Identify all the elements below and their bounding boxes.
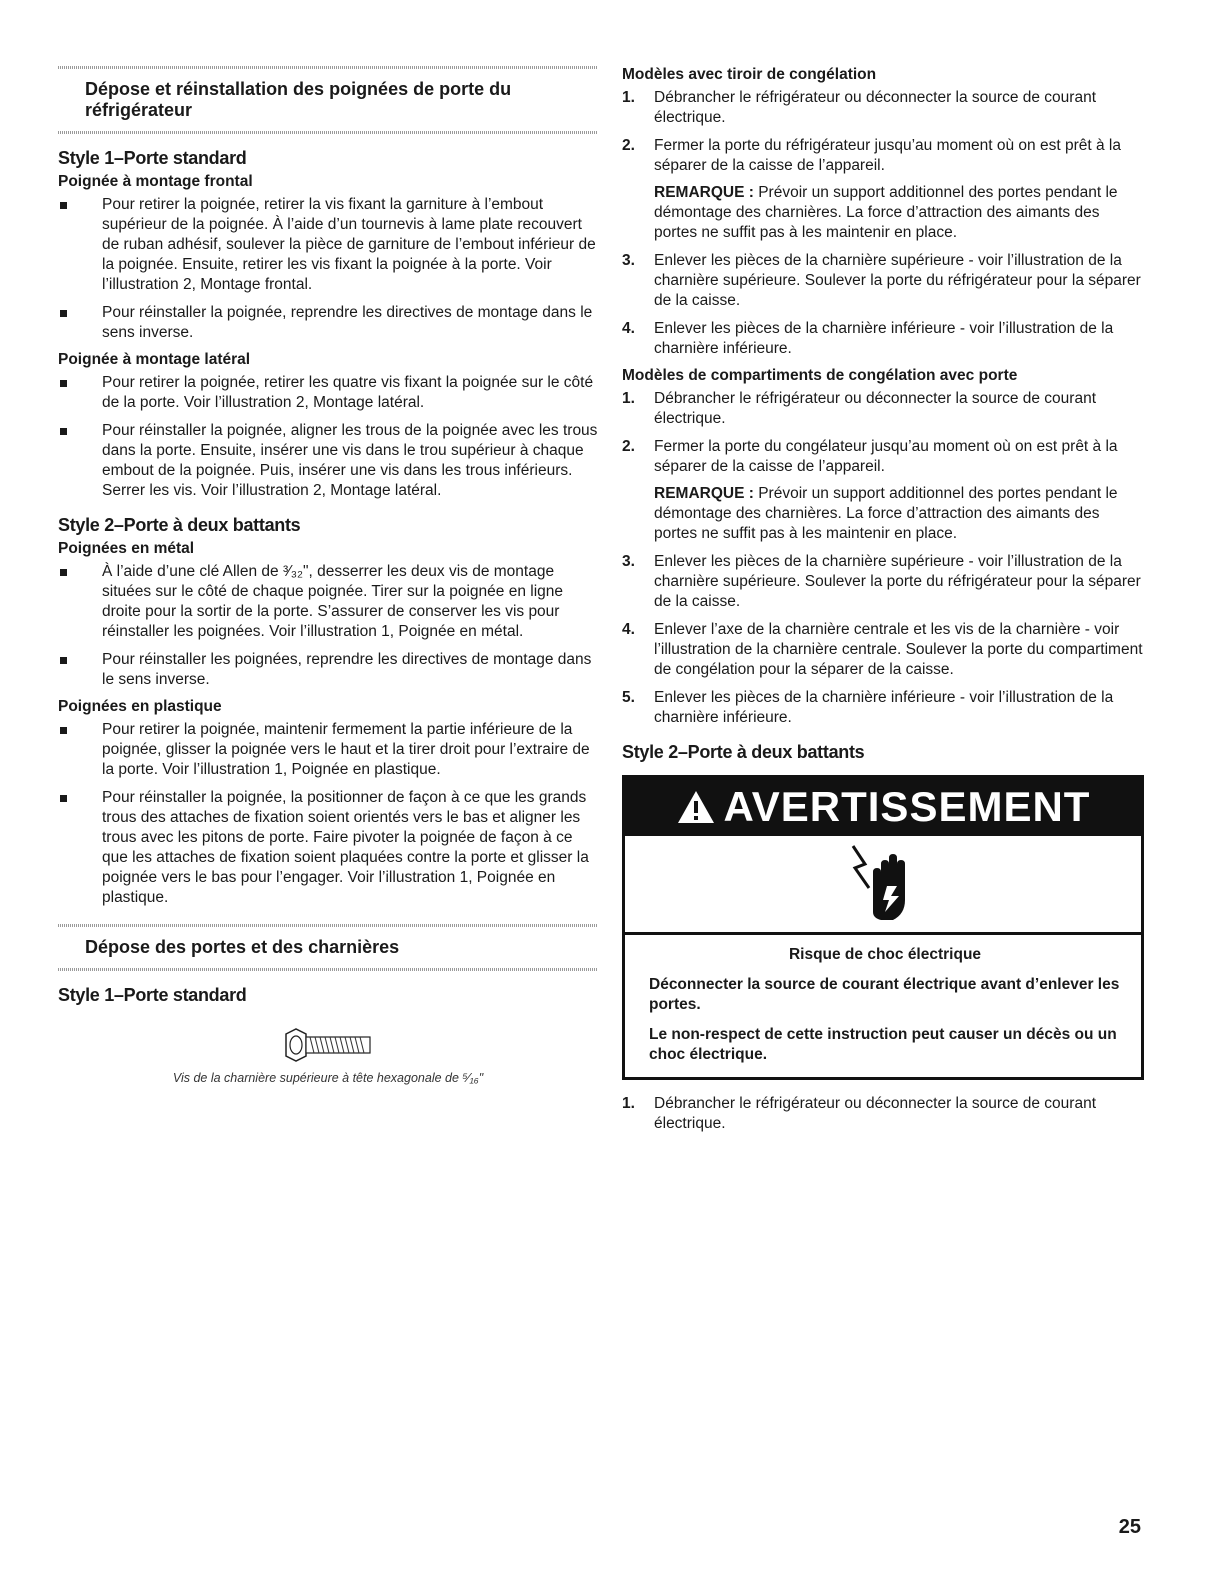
style1-title: Style 1–Porte standard xyxy=(58,148,247,168)
freezer-door-title: Modèles de compartiments de congélation avec porte xyxy=(622,367,1018,384)
page-number: 25 xyxy=(1118,1516,1141,1538)
list-item: 5. Enlever les pièces de la charnière inférieure - voir l’illustration de la charnière inférieure. xyxy=(622,689,1114,726)
electric-shock-icon xyxy=(847,842,919,926)
bullet-icon xyxy=(60,202,67,209)
warning-header xyxy=(625,778,1141,836)
side-mount-list xyxy=(58,373,598,501)
metal-handles-title: Poignées en métal xyxy=(58,540,195,557)
list-item: 1. Débrancher le réfrigérateur ou déconnecter la source de courant électrique. xyxy=(622,1095,1097,1132)
style1b-title: Style 1–Porte standard xyxy=(58,985,247,1005)
style2-title-right: Style 2–Porte à deux battants xyxy=(622,742,865,762)
bullet-icon xyxy=(60,657,67,664)
freezer-drawer-title: Modèles avec tiroir de congélation xyxy=(622,66,877,83)
left-column xyxy=(58,66,598,1085)
list-item: Pour retirer la poignée, retirer les quatre vis fixant la poignée sur le côté de la porte. Voir l’illustration 2, Montage latéral. xyxy=(58,373,598,413)
list-item: Pour réinstaller la poignée, aligner les trous de la poignée avec les trous dans la porte. Ensuite, insérer une vis dans le trou supérieur à chaque embout de la poignée. Puis, insérer une vis dans les trous inférieurs. Serrer les vis. Voir l’illustration 2, Montage latéral. xyxy=(58,421,598,501)
list-item: 3. Enlever les pièces de la charnière supérieure - voir l’illustration de la charnière supérieure. Soulever la porte du réfrigérateur pour la séparer de la caisse. xyxy=(622,252,1141,309)
warning-line: Le non-respect de cette instruction peut causer un décès ou un choc électrique. xyxy=(649,1026,1117,1063)
list-item: Pour retirer la poignée, maintenir fermement la partie inférieure de la poignée, glisser la poignée vers le haut et la tirer droit pour l’extraire de la porte. Voir l’illustration 1, Poignée en plastique. xyxy=(58,720,598,780)
bullet-icon xyxy=(60,428,67,435)
bullet-icon xyxy=(60,569,67,576)
list-item: Pour réinstaller la poignée, la positionner de façon à ce que les grands trous des attaches de fixation soient orientés vers le bas et aligner les trous avec les pitons de porte. Faire pivoter la poignée de façon à ce que les attaches de fixation soient plaquées contre la porte et glisser la poignée vers le bas pour l’engager. Voir l’illustration 1, Poignée en plastique. xyxy=(58,788,598,908)
bullet-icon xyxy=(60,727,67,734)
hex-screw-figure xyxy=(58,1028,598,1085)
hex-screw-icon xyxy=(280,1028,376,1062)
style2-steps xyxy=(622,1094,1144,1134)
plastic-handles-list xyxy=(58,720,598,908)
note: REMARQUE : Prévoir un support additionnel des portes pendant le démontage des charnières. La force d’attraction des aimants des portes ne suffit pas à les maintenir en place. xyxy=(654,184,1118,241)
warning-triangle-icon xyxy=(676,789,716,825)
bullet-icon xyxy=(60,310,67,317)
bullet-icon xyxy=(60,795,67,802)
right-column xyxy=(622,66,1144,1142)
list-item: 2. Fermer la porte du réfrigérateur jusqu’au moment où on est prêt à la séparer de la caisse de l’appareil. REMARQUE : Prévoir un support additionnel des portes pendant le démontage des charnières. La force d’attraction des aimants des portes ne suffit pas à les maintenir en place. xyxy=(622,136,1144,243)
side-mount-title: Poignée à montage latéral xyxy=(58,351,251,368)
electric-shock-figure xyxy=(625,836,1141,935)
list-item: 1. Débrancher le réfrigérateur ou déconnecter la source de courant électrique. xyxy=(622,390,1097,427)
warning-body xyxy=(625,935,1141,1077)
list-item: À l’aide d’une clé Allen de ³⁄₃₂", desserrer les deux vis de montage situées sur le côté de chaque poignée. Tirer sur la poignée en ligne droite pour la sortir de la porte. S’assurer de conserver les vis pour réinstaller les poignées. Voir l’illustration 1, Poignée en métal. xyxy=(58,562,598,642)
section-title-handles: Dépose et réinstallation des poignées de porte du réfrigérateur xyxy=(85,79,512,120)
style2-title: Style 2–Porte à deux battants xyxy=(58,515,301,535)
list-item: 4. Enlever l’axe de la charnière centrale et les vis de la charnière - voir l’illustration de la charnière centrale. Soulever la porte du compartiment de congélation pour la séparer de la caisse. xyxy=(622,621,1143,678)
front-mount-title: Poignée à montage frontal xyxy=(58,173,253,190)
metal-handles-list xyxy=(58,562,598,690)
divider xyxy=(58,968,598,971)
plastic-handles-title: Poignées en plastique xyxy=(58,698,222,715)
list-item: 2. Fermer la porte du congélateur jusqu’au moment où on est prêt à la séparer de la caisse de l’appareil. REMARQUE : Prévoir un support additionnel des portes pendant le démontage des charnières. La force d’attraction des aimants des portes ne suffit pas à les maintenir en place. xyxy=(622,437,1144,544)
freezer-drawer-steps xyxy=(622,88,1144,359)
list-item: 4. Enlever les pièces de la charnière inférieure - voir l’illustration de la charnière inférieure. xyxy=(622,320,1114,357)
list-item: Pour réinstaller la poignée, reprendre les directives de montage dans le sens inverse. xyxy=(58,303,598,343)
hazard-title: Risque de choc électrique xyxy=(788,946,982,963)
note: REMARQUE : Prévoir un support additionnel des portes pendant le démontage des charnières. La force d’attraction des aimants des portes ne suffit pas à les maintenir en place. xyxy=(654,485,1118,542)
section-title-doors: Dépose des portes et des charnières xyxy=(85,937,400,957)
list-item: 3. Enlever les pièces de la charnière supérieure - voir l’illustration de la charnière supérieure. Soulever la porte du réfrigérateur pour la séparer de la caisse. xyxy=(622,553,1141,610)
warning-box xyxy=(622,775,1144,1080)
list-item: Pour réinstaller les poignées, reprendre les directives de montage dans le sens inverse. xyxy=(58,650,598,690)
freezer-door-steps xyxy=(622,389,1144,728)
warning-title: AVERTISSEMENT xyxy=(723,783,1091,830)
warning-line: Déconnecter la source de courant électrique avant d’enlever les portes. xyxy=(649,976,1120,1013)
figure-caption: Vis de la charnière supérieure à tête hexagonale de ⁵⁄₁₆" xyxy=(172,1071,484,1085)
front-mount-list xyxy=(58,195,598,343)
bullet-icon xyxy=(60,380,67,387)
list-item: 1. Débrancher le réfrigérateur ou déconnecter la source de courant électrique. xyxy=(622,89,1097,126)
divider xyxy=(58,131,598,134)
list-item: Pour retirer la poignée, retirer la vis fixant la garniture à l’embout supérieur de la poignée. À l’aide d’un tournevis à lame plate recouvert de ruban adhésif, soulever la pièce de garniture de l’embout inférieur de la poignée. Ensuite, retirer les vis fixant la poignée à la porte. Voir l’illustration 2, Montage frontal. xyxy=(58,195,598,295)
